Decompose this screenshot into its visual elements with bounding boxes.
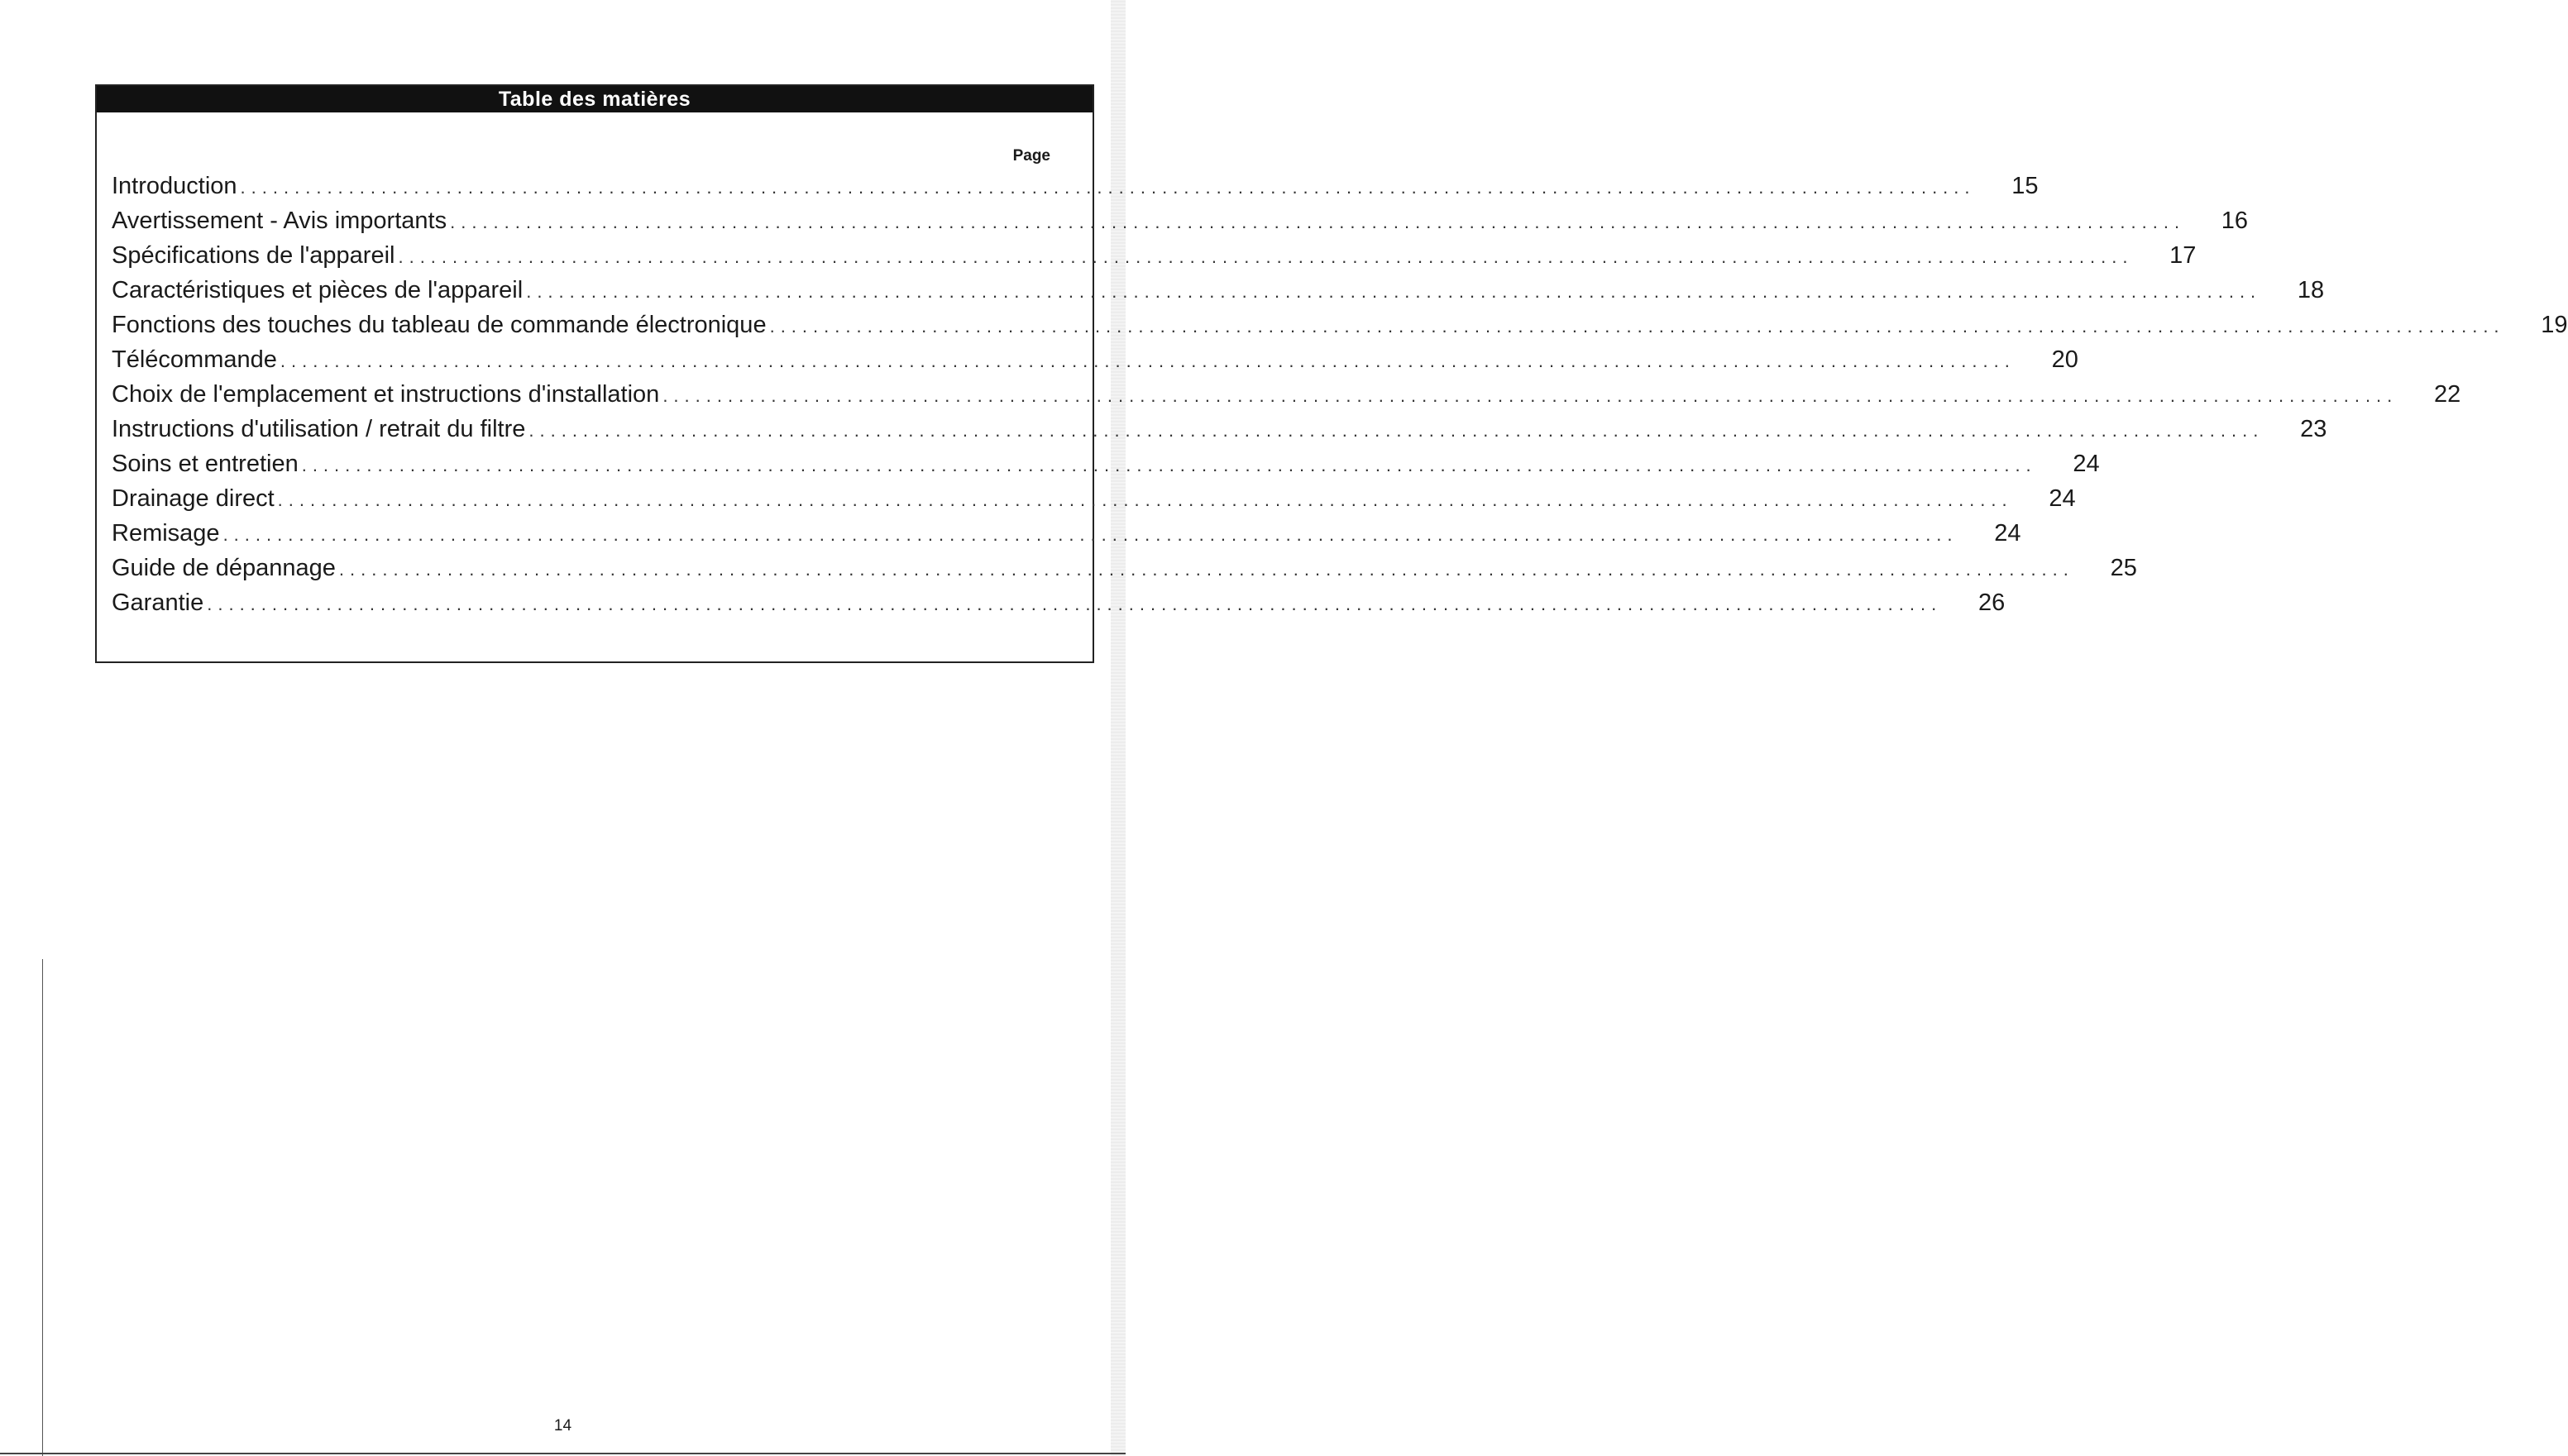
toc-entry-page: 20 bbox=[2051, 346, 2078, 373]
dot-leader: ................................................................................................................................................................ bbox=[528, 420, 2264, 441]
dot-leader: ................................................................................................................................................................ bbox=[450, 212, 2186, 232]
left-margin-rule bbox=[42, 959, 43, 1456]
toc-entry[interactable] bbox=[112, 273, 2325, 308]
toc-entry-page: 18 bbox=[2297, 277, 2325, 303]
toc-entry-title: Avertissement - Avis importants bbox=[112, 208, 447, 234]
toc-entry-page: 23 bbox=[2300, 416, 2327, 442]
toc-entry[interactable] bbox=[112, 238, 2197, 273]
dot-leader: ................................................................................................................................................................ bbox=[338, 559, 2074, 580]
toc-entry-page: 17 bbox=[2169, 242, 2197, 269]
toc-entry[interactable] bbox=[112, 481, 2076, 516]
toc-entry-title: Drainage direct bbox=[112, 485, 275, 512]
toc-entry[interactable] bbox=[112, 169, 2039, 203]
toc-entry-title: Instructions d'utilisation / retrait du filtre bbox=[112, 416, 526, 442]
toc-entry-title: Remisage bbox=[112, 520, 220, 547]
page-number: 14 bbox=[553, 1417, 572, 1435]
toc-entry[interactable] bbox=[112, 585, 2006, 620]
toc-entry-page: 19 bbox=[2541, 312, 2568, 338]
dot-leader: ................................................................................................................................................................ bbox=[240, 177, 1976, 198]
dot-leader: ................................................................................................................................................................ bbox=[769, 316, 2505, 337]
toc-entry-page: 25 bbox=[2110, 555, 2137, 581]
dot-leader: ................................................................................................................................................................ bbox=[662, 385, 2398, 406]
toc-entry[interactable] bbox=[112, 551, 2137, 585]
toc-entry[interactable] bbox=[112, 203, 2249, 238]
toc-entry-page: 15 bbox=[2011, 173, 2039, 199]
toc-entry-title: Garantie bbox=[112, 590, 204, 616]
toc-entry[interactable] bbox=[112, 308, 2568, 342]
dot-leader: ................................................................................................................................................................ bbox=[301, 455, 2037, 475]
toc-entry-title: Spécifications de l'appareil bbox=[112, 242, 395, 269]
table-of-contents-box bbox=[95, 84, 2568, 663]
toc-entry-page: 24 bbox=[2049, 485, 2076, 512]
toc-entry-title: Caractéristiques et pièces de l'appareil bbox=[112, 277, 524, 303]
toc-entry-title: Choix de l'emplacement et instructions d'installation bbox=[112, 381, 660, 408]
dot-leader: ................................................................................................................................................................ bbox=[222, 524, 1958, 545]
dot-leader: ................................................................................................................................................................ bbox=[398, 246, 2134, 267]
toc-entry-title: Fonctions des touches du tableau de commande électronique bbox=[112, 312, 767, 338]
toc-entry-title: Introduction bbox=[112, 173, 237, 199]
toc-entry-page: 16 bbox=[2221, 208, 2249, 234]
toc-entry[interactable] bbox=[112, 342, 2078, 377]
toc-entry[interactable] bbox=[112, 446, 2100, 481]
toc-entry-page: 26 bbox=[1977, 590, 2006, 616]
toc-entry-page: 24 bbox=[1994, 520, 2021, 547]
dot-leader: ................................................................................................................................................................ bbox=[277, 489, 2013, 510]
toc-entry-title: Guide de dépannage bbox=[112, 555, 336, 581]
toc-entry-title: Soins et entretien bbox=[112, 451, 299, 477]
toc-entry-page: 22 bbox=[2434, 381, 2461, 408]
dot-leader: ................................................................................................................................................................ bbox=[280, 351, 2016, 371]
toc-entry-page: 24 bbox=[2073, 451, 2100, 477]
toc-entry-title: Télécommande bbox=[112, 346, 277, 373]
toc-entry[interactable] bbox=[112, 516, 2021, 551]
page-column-label: Page bbox=[1012, 147, 1050, 165]
toc-entry[interactable] bbox=[112, 412, 2327, 446]
dot-leader: ................................................................................................................................................................ bbox=[207, 594, 1943, 614]
toc-entry[interactable] bbox=[112, 377, 2461, 412]
toc-entries bbox=[112, 169, 2568, 620]
dot-leader: ................................................................................................................................................................ bbox=[526, 281, 2262, 302]
bottom-edge-rule bbox=[0, 1453, 1126, 1454]
toc-title: Table des matières bbox=[97, 86, 1093, 112]
